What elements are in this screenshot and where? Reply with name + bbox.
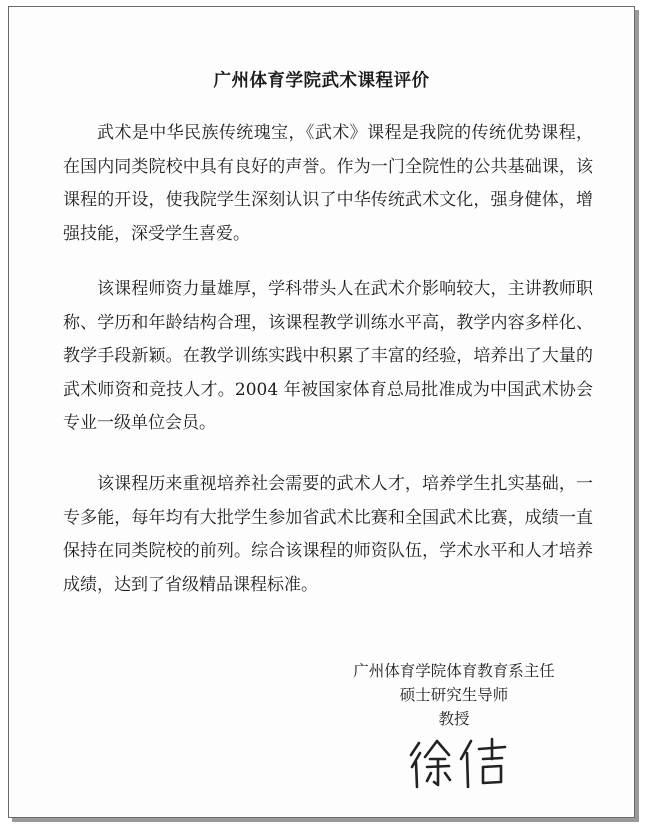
document-page bbox=[8, 6, 635, 818]
paragraph-2: 该课程师资力量雄厚，学科带头人在武术介影响较大，主讲教师职称、学历和年龄结构合理，该课程教学训练水平高，教学内容多样化、教学手段新颖。在教学训练实践中积累了丰富的经验，培养出了大量的武术师资和竞技人才。2004 年被国家体育总局批准成为中国武术协会专业一级单位会员。 bbox=[63, 279, 593, 433]
signatory-title: 教授 bbox=[438, 710, 470, 728]
paragraph-3: 该课程历来重视培养社会需要的武术人才，培养学生扎实基础，一专多能，每年均有大批学生参加省武术比赛和全国武术比赛，成绩一直保持在同类院校的前列。综合该课程的师资队伍，学术水平和人才培养成绩，达到了省级精品课程标准。 bbox=[63, 474, 593, 595]
document-title: 广州体育学院武术课程评价 bbox=[213, 71, 430, 91]
handwritten-signature bbox=[405, 735, 515, 795]
paragraph-1: 武术是中华民族传统瑰宝，《武术》课程是我院的传统优势课程，在国内同类院校中具有良好的声誉。作为一门全院性的公共基础课，该课程的开设，使我院学生深刻认识了中华传统武术文化，强身健体，增强技能，深受学生喜爱。 bbox=[63, 123, 593, 244]
signatory-affiliation: 广州体育学院体育教育系主任 bbox=[353, 662, 555, 680]
signatory-role: 硕士研究生导师 bbox=[399, 686, 509, 704]
signatory-block bbox=[309, 659, 599, 731]
